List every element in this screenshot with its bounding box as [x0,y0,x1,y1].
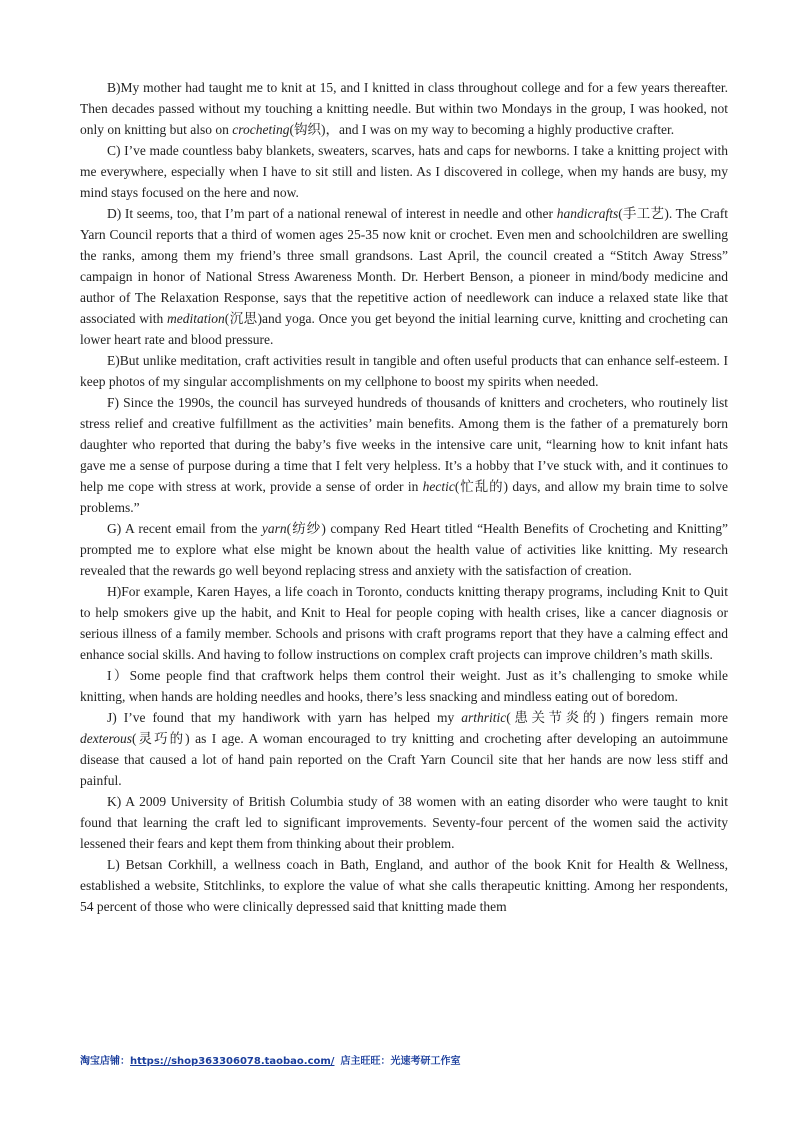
italic-term: hectic [422,479,455,494]
paragraph-text: H)For example, Karen Hayes, a life coach in Toronto, conducts knitting therapy programs, including Knit to Quit to help smokers give up the habit, and Knit to Heal for people coping with health crises, like a cancer diagnosis or serious illness of a family member. Schools and prisons with craft programs report that they have a calming effect and enhance social skills. And having to follow instructions on complex craft projects can improve children’s math skills. [80,584,728,662]
paragraph-text: (患关节炎的) fingers remain more [506,710,728,725]
paragraph [80,203,728,350]
paragraph [80,77,728,140]
article-body [80,77,728,917]
paragraph-text: I）Some people find that craftwork helps them control their weight. Just as it’s challenging to smoke while knitting, when hands are holding needles and hooks, there’s less snacking and mindless eating out of boredom. [80,668,728,704]
paragraph-text: E)But unlike meditation, craft activities result in tangible and often useful products that can enhance self-esteem. I keep photos of my singular accomplishments on my cellphone to boost my spirits when needed. [80,353,728,389]
paragraph-text: F) Since the 1990s, the council has surveyed hundreds of thousands of knitters and crocheters, who routinely list stress relief and creative fulfillment as the activities’ main benefits. Among them is the father of a prematurely born daughter who reported that during the baby’s five weeks in the intensive care unit, “learning how to knit infant hats gave me a sense of purpose during a time that I felt very helpless. It’s a hobby that I’ve stuck with, and it continues to help me cope with stress at work, provide a sense of order in [80,395,728,494]
paragraph-text: (灵巧的) as I age. A woman encouraged to try knitting and crocheting after developing an autoimmune disease that caused a lot of hand pain reported on the Craft Yarn Council site that her hands are now less stiff and painful. [80,731,728,788]
paragraph-text: B)My mother had taught me to knit at 15, and I knitted in class throughout college and for a few years thereafter. Then decades passed without my touching a knitting needle. But within two Mondays in the group, I was hooked, not only on knitting but also on [80,80,728,137]
paragraph [80,518,728,581]
paragraph-text: (钩织)，and I was on my way to becoming a highly productive crafter. [289,122,675,137]
paragraph [80,392,728,518]
italic-term: handicrafts [556,206,619,221]
paragraph [80,665,728,707]
footer [80,1052,460,1067]
italic-term: dexterous [80,731,132,746]
paragraph [80,854,728,917]
paragraph-text: C) I’ve made countless baby blankets, sweaters, scarves, hats and caps for newborns. I take a knitting project with me everywhere, especially when I have to sit still and listen. As I discovered in college, when my hands are busy, my mind stays focused on the here and now. [80,143,728,200]
paragraph [80,581,728,665]
paragraph-text: G) A recent email from the [107,521,262,536]
paragraph-text: D) It seems, too, that I’m part of a national renewal of interest in needle and other [107,206,557,221]
paragraph-text: K) A 2009 University of British Columbia study of 38 women with an eating disorder who were taught to knit found that learning the craft led to significant improvements. Seventy-four percent of the women said the activity lessened their fears and kept them from thinking about their problem. [80,794,728,851]
paragraph [80,140,728,203]
paragraph-text: (忙乱的) days, and allow my brain time to solve problems.” [80,479,728,515]
footer-owner-label: 店主旺旺：光速考研工作室 [340,1056,461,1067]
shop-link[interactable]: https://shop363306078.taobao.com/ [130,1056,335,1067]
paragraph-text: (手工艺). The Craft Yarn Council reports that a third of women ages 25-35 now knit or crochet. Even men and schoolchildren are swelling the ranks, among them my friend’s three small grandsons. Last April, the council created a “Stitch Away Stress” campaign in honor of National Stress Awareness Month. Dr. Herbert Benson, a pioneer in mind/body medicine and author of The Relaxation Response, says that the repetitive action of needlework can induce a relaxed state like that associated with [80,206,728,326]
italic-term: arthritic [461,710,507,725]
paragraph [80,707,728,791]
italic-term: yarn [261,521,287,536]
paragraph-text: (沉思)and yoga. Once you get beyond the initial learning curve, knitting and crocheting can lower heart rate and blood pressure. [80,311,729,347]
italic-term: crocheting [232,122,290,137]
paragraph [80,791,728,854]
paragraph-text: (纺纱) company Red Heart titled “Health Benefits of Crocheting and Knitting” prompted me to explore what else might be known about the health value of activities like knitting. My research revealed that the rewards go well beyond replacing stress and anxiety with the satisfaction of creation. [80,521,728,578]
italic-term: meditation [167,311,225,326]
footer-shop-label: 淘宝店铺： [80,1056,130,1067]
paragraph-text: J) I’ve found that my handiwork with yarn has helped my [107,710,462,725]
paragraph-text: L) Betsan Corkhill, a wellness coach in Bath, England, and author of the book Knit for Health & Wellness, established a website, Stitchlinks, to explore the value of what she calls therapeutic knitting. Among her respondents, 54 percent of those who were clinically depressed said that knitting made them [80,857,728,914]
paragraph [80,350,728,392]
